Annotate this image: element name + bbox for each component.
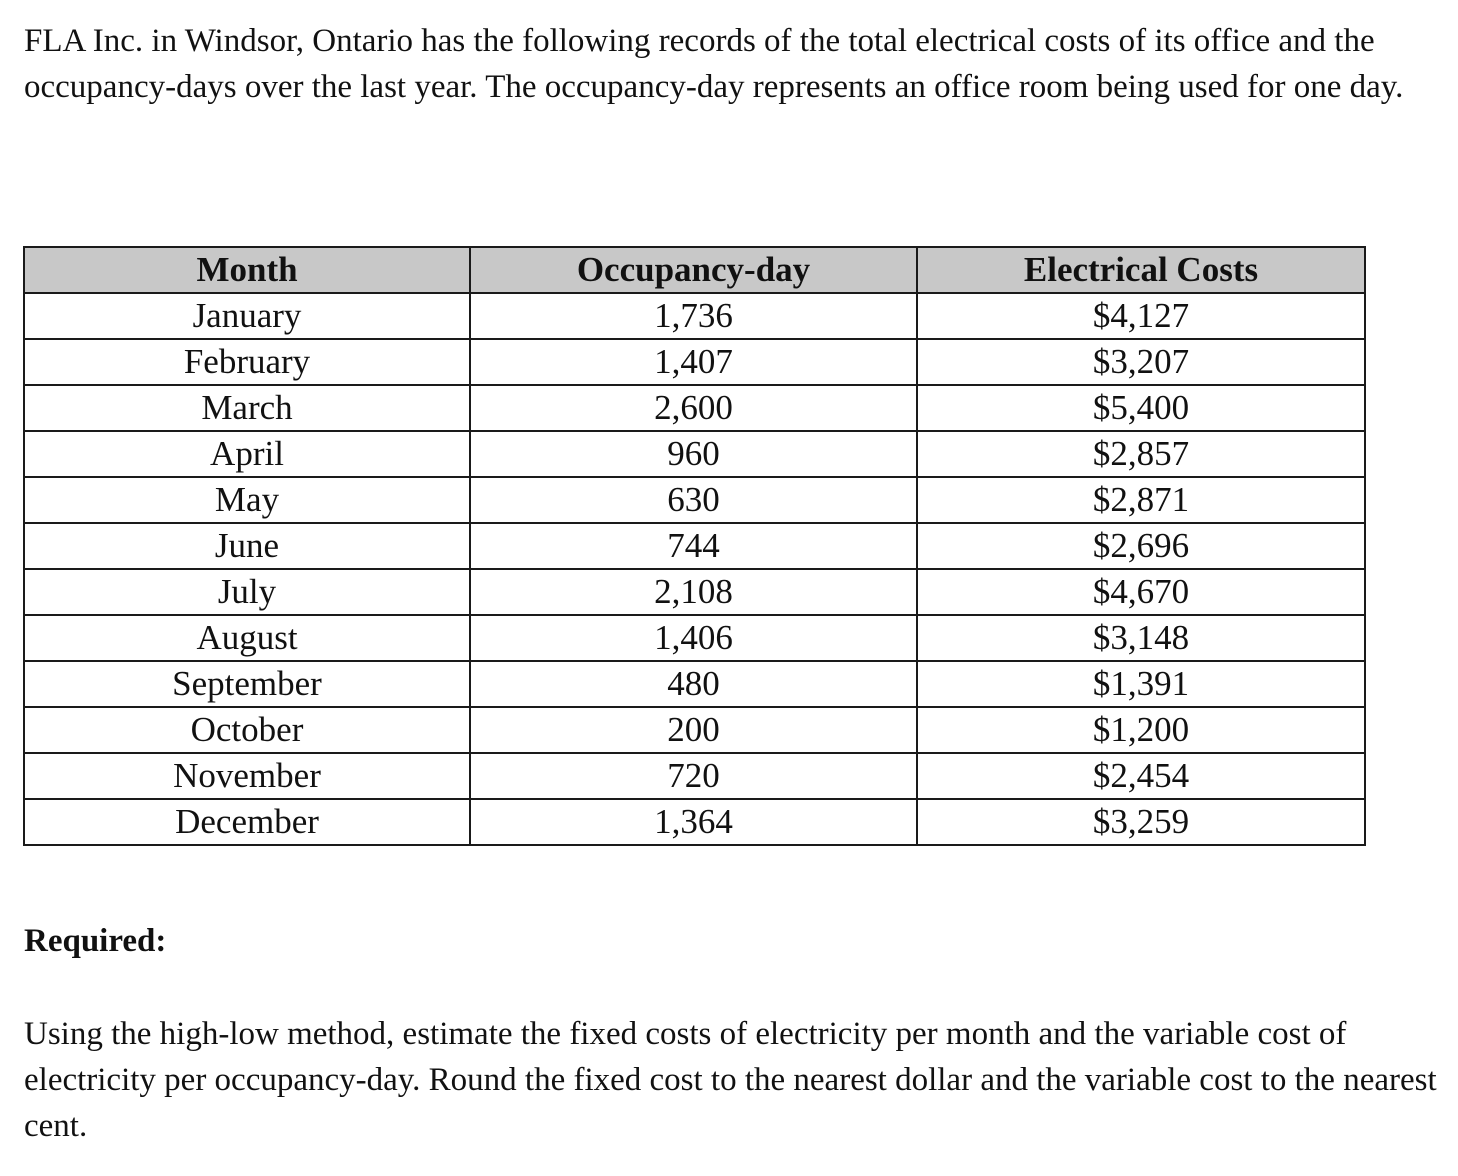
cell-electrical-cost: $3,148 xyxy=(917,615,1365,661)
cell-month: November xyxy=(24,753,470,799)
cell-month: December xyxy=(24,799,470,845)
question-paragraph: Using the high-low method, estimate the fixed costs of electricity per month and the variable cost of electricity per occupancy-day. Round the fixed cost to the nearest dollar and the variable cost to the nearest cent. xyxy=(24,1016,1437,1144)
cell-electrical-cost: $4,127 xyxy=(917,293,1365,339)
cell-month: July xyxy=(24,569,470,615)
table-row xyxy=(24,753,1365,799)
cell-month: August xyxy=(24,615,470,661)
cell-occupancy-day: 720 xyxy=(470,753,917,799)
cell-month: October xyxy=(24,707,470,753)
table-row xyxy=(24,293,1365,339)
cell-electrical-cost: $2,696 xyxy=(917,523,1365,569)
table-row xyxy=(24,477,1365,523)
cell-electrical-cost: $1,200 xyxy=(917,707,1365,753)
cell-month: April xyxy=(24,431,470,477)
table-row xyxy=(24,339,1365,385)
cell-month: March xyxy=(24,385,470,431)
required-heading: Required: xyxy=(24,923,167,959)
table-row xyxy=(24,523,1365,569)
cell-electrical-cost: $1,391 xyxy=(917,661,1365,707)
table-row xyxy=(24,431,1365,477)
cell-month: January xyxy=(24,293,470,339)
cell-month: June xyxy=(24,523,470,569)
table-row xyxy=(24,569,1365,615)
table-header-row xyxy=(24,247,1365,293)
cell-occupancy-day: 480 xyxy=(470,661,917,707)
table-row xyxy=(24,385,1365,431)
cell-occupancy-day: 960 xyxy=(470,431,917,477)
cell-electrical-cost: $2,454 xyxy=(917,753,1365,799)
cell-occupancy-day: 1,736 xyxy=(470,293,917,339)
table-row xyxy=(24,707,1365,753)
table-row xyxy=(24,615,1365,661)
cell-electrical-cost: $3,259 xyxy=(917,799,1365,845)
cell-month: May xyxy=(24,477,470,523)
cell-month: September xyxy=(24,661,470,707)
header-month: Month xyxy=(24,247,470,293)
cell-occupancy-day: 1,407 xyxy=(470,339,917,385)
cell-occupancy-day: 200 xyxy=(470,707,917,753)
header-electrical-costs: Electrical Costs xyxy=(917,247,1365,293)
table-row xyxy=(24,661,1365,707)
cell-month: February xyxy=(24,339,470,385)
cell-occupancy-day: 2,108 xyxy=(470,569,917,615)
intro-paragraph: FLA Inc. in Windsor, Ontario has the following records of the total electrical costs of its office and the occupancy-days over the last year. The occupancy-day represents an office room being used for one day. xyxy=(24,23,1404,105)
cost-table xyxy=(23,246,1366,846)
cell-electrical-cost: $2,871 xyxy=(917,477,1365,523)
cell-occupancy-day: 1,406 xyxy=(470,615,917,661)
cell-occupancy-day: 1,364 xyxy=(470,799,917,845)
cell-occupancy-day: 744 xyxy=(470,523,917,569)
cell-electrical-cost: $3,207 xyxy=(917,339,1365,385)
cell-electrical-cost: $5,400 xyxy=(917,385,1365,431)
header-occupancy-day: Occupancy-day xyxy=(470,247,917,293)
cell-electrical-cost: $4,670 xyxy=(917,569,1365,615)
cell-occupancy-day: 2,600 xyxy=(470,385,917,431)
table-row xyxy=(24,799,1365,845)
cell-electrical-cost: $2,857 xyxy=(917,431,1365,477)
cell-occupancy-day: 630 xyxy=(470,477,917,523)
